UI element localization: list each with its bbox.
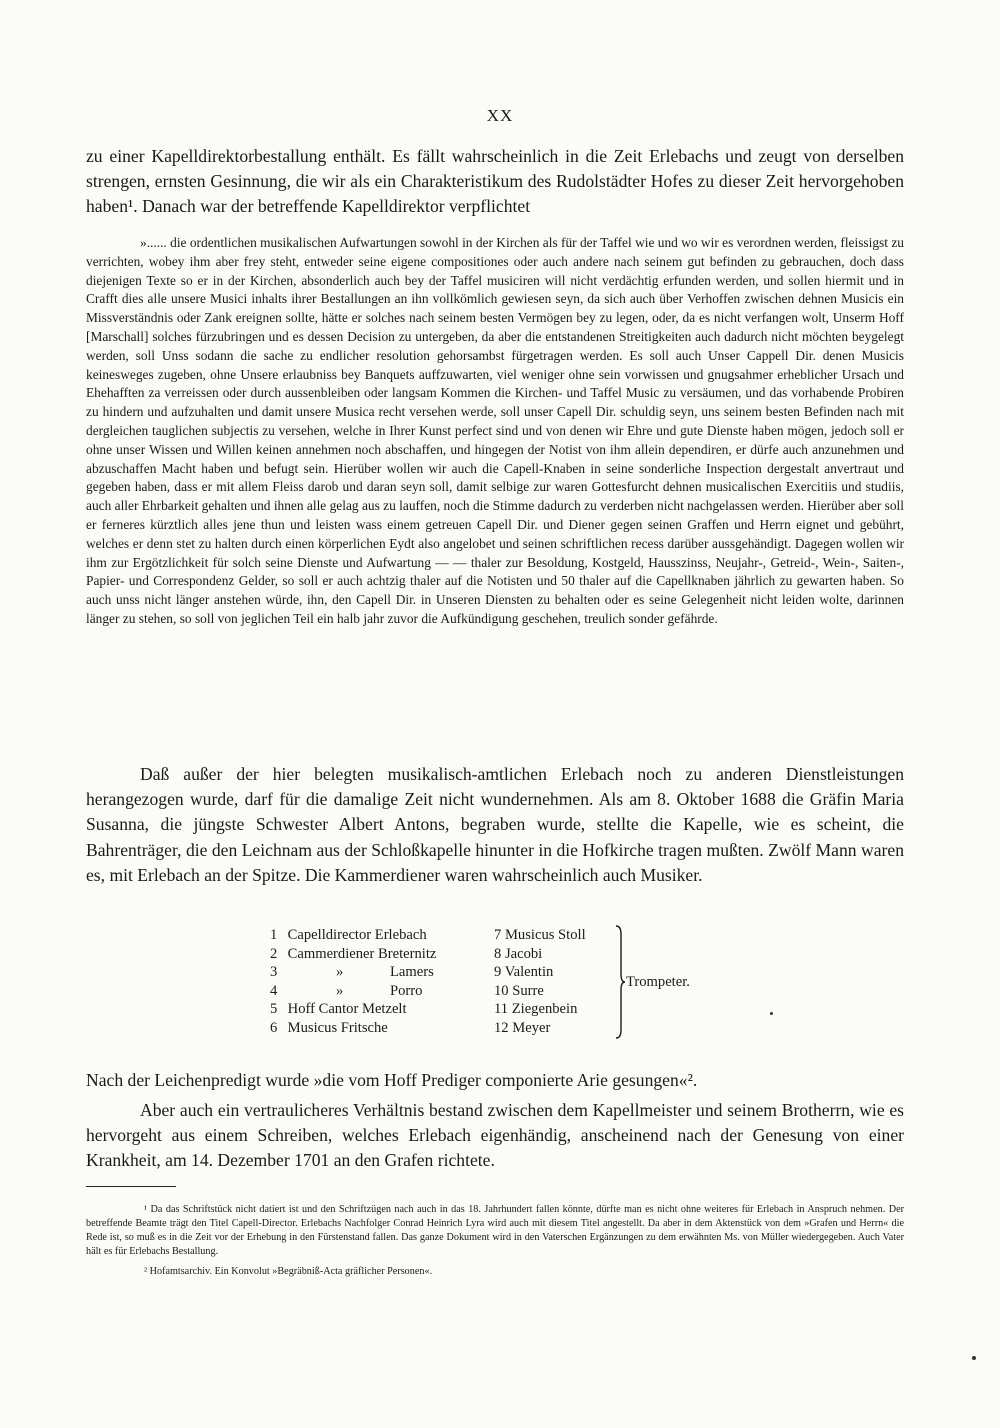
ditto-mark: » [336,982,344,999]
bearer-name: Musicus Fritsche [287,1019,388,1036]
bearer-number: 8 [494,945,502,962]
paragraph-sermon: Nach der Leichenpredigt wurde »die vom Hoff Prediger componierte Arie gesungen«². [86,1070,698,1090]
bearer-number: 2 [270,945,278,962]
bearer-number: 1 [270,927,278,943]
trumpeter-label: Trompeter. [626,974,690,990]
paragraph-letter: Aber auch ein vertraulicheres Verhältnis bestand zwischen dem Kapellmeister und seinem Brotherrn, wie es hervorgeht aus einem Schreiben, welches Erlebach eigenhändig, anscheinend nach der Genesung von einer Krankheit, am 14. Dezember 1701 an den Grafen richtete. [86,1100,904,1171]
bearers-column-right [494,926,624,1038]
bearer-name: Capelldirector Erlebach [287,927,427,943]
paragraph-intro: zu einer Kapelldirektorbestallung enthält. Es fällt wahrscheinlich in die Zeit Erlebachs und zeugt von derselben strengen, ernsten Gesinnung, die wir als ein Charakteristikum des Rudolstädter Hofes zu dieser Zeit hervorgehoben haben¹. Danach war der betreffende Kapelldirektor verpflichtet [86,146,904,217]
bearer-number: 10 [494,982,509,999]
quote-text: »...... die ordentlichen musikalischen Aufwartungen sowohl in der Kirchen als für der Taffel wie und wo wir es verordnen werden, fleissigst zu verrichten, wobey ihm aber frey steht, entweder seine eigene compositiones oder auch andere nach seinem gut befinden zu gebrauchen, doch dass diejenigen Texte so er in der Kirchen, absonderlich auch bey der Taffel musiciren will nicht verdächtig erfunden werden, und sollen hiermit und in Crafft dies alle unsere Musici inhalts ihrer Bestallungen an ihn vollkömlich gewiesen seyn, da sich auch über Verhoffen zwischen dehnen Musicis ein Missverständnis oder Zank ereignen sollte, hätte er solches nach seinem besten Vermögen bey zu legen, oder, da es nicht verfangen wolt, Unserm Hoff [Marschall] solches fürzubringen und es dessen Decision zu untergeben, da aber die entstandenen Streitigkeiten auch dadurch nicht möchten beygelegt werden, soll Unss sodann die sache zu endlicher resolution gehorsambst fürgetragen werden. Es soll auch Unser Cappell Dir. denen Musicis keinesweges zugeben, ohne Unsere erlaubniss bey Banquets auffzuwarten, viel weniger ohne sein vorwissen und gnugsahmer erheblicher Ursach und Ehehafften za verreissen oder durch aussenbleiben oder langsam Kommen die Kirchen- und Taffel Music zu versäumen, und das vorhabende Probiren zu hindern und aufzuhalten und damit unsere Musica recht versehen werde, soll unser Capell Dir. schuldig seyn, uns seinem besten Befinden nach mit dergleichen tauglichen subjectis zu versehen, welche in Ihrer Kunst perfect sind und von denen wir Ehre und gute Dienste haben mögen, jedoch soll er ohne unser Wissen und Willen keinen annehmen noch abschaffen, und hingegen der Notist von ihm allein dependiren, er dürfe auch anzunehmen und abzuschaffen Macht haben und befugt sein. Hierüber wollen wir auch die Capell-Knaben in seine sonderliche Inspection dergestalt anvertraut und gegeben haben, dass er mit allem Fleiss darob und daran seyn soll, damit selbige zur waren Gottesfurcht dehnen musicalischen Exercitiis und studiis, auch aller Ehrbarkeit gehalten und ihnen alle gelag aus zu lauffen, noch die Stimme dadurch zu verderben nicht nachgelassen werden. Hierüber aber soll er ferneres kürztlich alles jene thun und leisten wass einem getreuen Capell Dir. und Diener gegen seinen Graffen und Herrn eignet und gebührt, welches er denn stet zu halten durch einen körperlichen Eydt also angelobet und seinen schriftlichen recess darüber aussgehändigt. Dagegen wollen wir ihm zur Ergötzlichkeit für solch seine Dienste und Aufwartung — — thaler zur Besoldung, Kostgeld, Hausszinss, Neujahr-, Getreid-, Wein-, Saiten-, Papier- und Correspondenz Gelder, so soll er auch achtzig thaler auf die Notisten und 50 thaler auf die Capellknaben jährlich zu gewarten haben. So auch unss nicht länger anstehen würde, ihn, den Capell Dir. in Unseren Diensten zu behalten oder es seine Gelegenheit nicht leiden wolte, darinnen länger zu stehen, so soll von jeglichen Teil ein halb jahr zuvor die Aufkündigung geschehen, treulich sonder gefährde. [86,235,904,626]
bearer-name: Jacobi [504,945,543,962]
bearer-number: 6 [270,1019,278,1036]
paragraph-funeral: Daß außer der hier belegten musikalisch-amtlichen Erlebach noch zu anderen Dienstleistungen herangezogen wurde, darf für die damalige Zeit nicht wundernehmen. Als am 8. Oktober 1688 die Gräfin Maria Susanna, die jüngste Schwester Albert Antons, begraben wurde, stellte die Kapelle, wie es scheint, die Bahrenträger, die den Leichnam aus der Schloßkapelle hinunter in die Hofkirche tragen mußten. Zwölf Mann waren es, mit Erlebach an der Spitze. Die Kammerdiener waren wahrscheinlich auch Musiker. [86,764,904,885]
bearer-row [270,963,490,982]
bearer-number: 7 [494,927,502,943]
bearer-name: Cammerdiener Breternitz [287,945,437,962]
footnote-1: ¹ Da das Schriftstück nicht datiert ist und den Schriftzügen nach auch in das 18. Jahrhundert fallen könnte, dürfte man es nicht ohne weiteres für Erlebach in Anspruch nehmen. Der betreffende Beamte trägt den Titel Capell-Director. Erlebachs Nachfolger Conrad Heinrich Lyra wird auch mit diesem Titel angestellt. Da aber in dem Aktenstück von dem »Grafen und Herrn« die Rede ist, so muß es in die Zeit vor der Erhebung in den Fürstenstand fallen. Das ganze Dokument wird in den Vaterschen Ergänzungen zu dem erwähnten Ms. von Müller wiedergegeben. Auch Vater hält es für Erlebachs Bestallung. [86,1204,904,1257]
bearer-name: Meyer [512,1019,551,1036]
page-number: XX [486,106,514,125]
bearer-row [270,1000,490,1019]
bearer-row [494,926,624,945]
ink-speck [770,1012,773,1015]
bearer-name: Musicus Stoll [504,927,586,943]
bearer-number: 11 [494,1001,509,1018]
quote-block [86,234,904,629]
bearer-row [270,1019,490,1038]
bearer-row [270,982,490,1001]
bearers-list [270,926,750,1046]
footnotes [86,1203,904,1285]
bearer-number: 12 [494,1019,509,1036]
bearer-number: 5 [270,1001,278,1018]
bearer-name: Hoff Cantor Metzelt [287,1001,407,1018]
bearer-row [494,1000,624,1019]
bearer-name: Ziegenbein [511,1001,578,1018]
bearers-column-left [270,926,490,1038]
bearer-name: Porro [390,982,423,999]
bearer-number: 9 [494,964,502,981]
footnote-rule [86,1186,176,1187]
bearer-name: Lamers [390,964,434,981]
bearer-row [270,926,490,945]
bearer-row [270,945,490,964]
bearer-row [494,1019,624,1038]
bearer-row [494,945,624,964]
bearer-number: 3 [270,964,278,981]
bearer-name: Surre [512,982,544,999]
bearer-name: Valentin [504,964,554,981]
curly-brace-icon [614,924,626,1040]
bearer-row [494,982,624,1001]
footnote-2: ² Hofamtsarchiv. Ein Konvolut »Begräbniß-Acta gräflicher Personen«. [144,1266,433,1277]
ink-speck [972,1356,976,1360]
bearer-row [494,963,624,982]
ditto-mark: » [336,964,344,981]
bearer-number: 4 [270,982,278,999]
